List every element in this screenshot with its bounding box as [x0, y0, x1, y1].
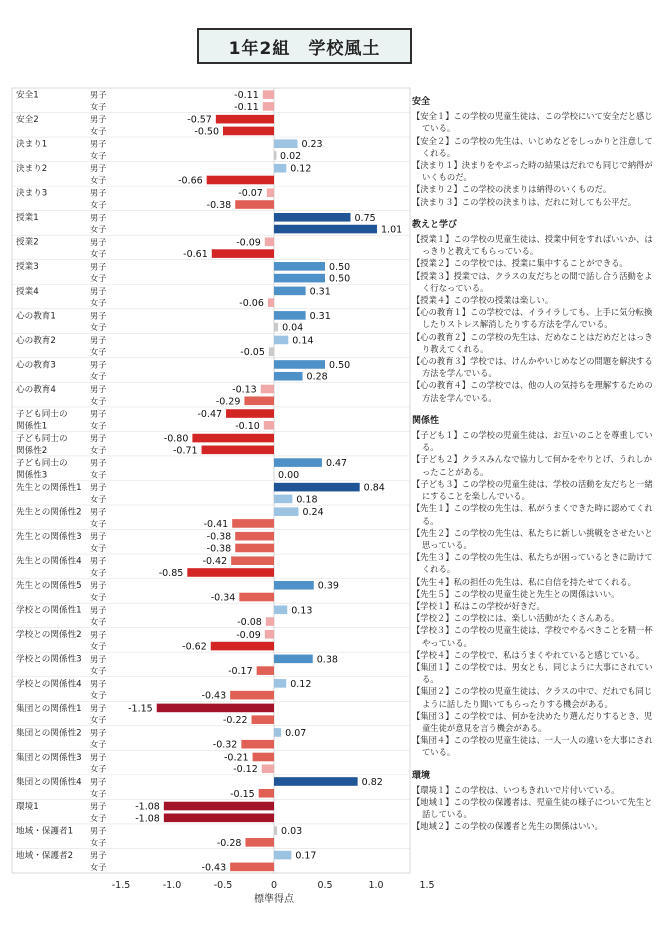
note-item: 【心の教育１】この学校では、イライラしても、上手に気分転換したりストレス解消したりする方法を学んでいる。 [412, 307, 653, 330]
data-label: 0.75 [354, 212, 376, 224]
data-label: -0.05 [240, 347, 265, 359]
sub-label-boys: 男子 [90, 433, 107, 444]
bar [274, 274, 325, 283]
sub-label-girls: 女子 [90, 125, 107, 136]
bar [212, 249, 274, 258]
bar [274, 336, 288, 345]
data-label: 0.18 [296, 494, 318, 506]
note-item: 【子ども２】クラスみんなで協力して何かをやりとげ、うれしかったことがある。 [412, 454, 653, 477]
category-label: 地域・保護者1 [16, 826, 74, 837]
category-label: 授業4 [16, 286, 39, 297]
sub-label-girls: 女子 [90, 224, 107, 235]
data-label: 0.47 [325, 458, 348, 470]
bar [274, 360, 325, 369]
sub-label-girls: 女子 [90, 150, 107, 161]
sub-label-girls: 女子 [90, 837, 107, 848]
sub-label-boys: 男子 [90, 482, 107, 493]
x-axis-title: 標準得点 [254, 894, 294, 905]
data-label: -0.62 [182, 641, 207, 653]
note-item: 【地域１】この学校の保護者は、児童生徒の様子について先生と話している。 [412, 796, 653, 820]
data-label: 0.12 [290, 678, 312, 690]
data-label: 0.50 [329, 273, 351, 285]
sub-label-boys: 男子 [90, 506, 107, 517]
category-label: 先生との関係性4 [16, 556, 82, 567]
sub-label-boys: 男子 [90, 285, 107, 296]
sub-label-boys: 男子 [90, 678, 107, 689]
data-label: 0.02 [280, 150, 302, 162]
data-label: -0.11 [234, 90, 259, 102]
note-item: 【決まり２】この学校の決まりは納得のいくものだ。 [412, 184, 612, 195]
data-label: -0.42 [202, 556, 228, 568]
category-label: 環境1 [16, 801, 39, 812]
data-label: -1.15 [128, 703, 153, 715]
sub-label-girls: 女子 [90, 665, 107, 676]
category-label: 授業3 [16, 262, 39, 273]
bar [245, 838, 274, 847]
bar [274, 581, 314, 590]
data-label: -0.21 [223, 752, 249, 764]
data-label: -0.15 [230, 788, 255, 800]
sub-label-girls: 女子 [90, 567, 107, 578]
data-label: -0.11 [234, 101, 259, 113]
bar [274, 851, 291, 860]
note-item: 【集団２】この学校の児童生徒は、クラスの中で、だれでも同じように話したり聞いてもらったりする機会がある。 [412, 686, 653, 709]
sub-label-boys: 男子 [90, 89, 107, 100]
sub-label-boys: 男子 [90, 776, 107, 787]
bar [274, 225, 377, 234]
data-label: 0.31 [309, 286, 331, 298]
data-label: 0.38 [316, 654, 338, 666]
sub-label-girls: 女子 [90, 444, 107, 455]
sub-label-girls: 女子 [90, 322, 107, 333]
sub-label-girls: 女子 [90, 199, 107, 210]
sub-label-boys: 男子 [90, 850, 107, 861]
note-item: 【授業３】授業では、クラスの友だちとの間で話し合う活動をよく行なっている。 [412, 270, 653, 293]
data-label: -0.38 [206, 531, 232, 543]
bar [266, 617, 274, 626]
note-item: 【学校１】私はこの学校が好きだ。 [412, 600, 545, 611]
note-item: 【先生１】この学校の先生は、私がうまくできた時に認めてくれる。 [412, 503, 653, 526]
data-label: -0.50 [194, 126, 219, 138]
bar [264, 421, 274, 430]
data-label: 0.04 [282, 322, 304, 334]
note-item: 【集団１】この学校では、男女とも、同じように大事にされている。 [412, 661, 653, 685]
bar [235, 200, 274, 209]
data-label: -0.80 [163, 433, 189, 445]
category-label: 学校との関係性4 [16, 679, 82, 690]
sub-label-girls: 女子 [90, 788, 107, 799]
sub-label-girls: 女子 [90, 346, 107, 357]
bar [187, 568, 274, 577]
note-section-heading: 安全 [412, 97, 431, 107]
category-label: 決まり3 [16, 188, 48, 199]
data-label: -0.06 [239, 298, 264, 310]
sub-label-girls: 女子 [90, 763, 107, 774]
note-item: 【学校４】この学校で、私はうまくやれていると感じている。 [412, 649, 645, 660]
data-label: 1.01 [381, 224, 403, 236]
data-label: -0.43 [201, 690, 227, 702]
category-label: 心の教育2 [16, 335, 56, 346]
category-label: 集団との関係性3 [16, 752, 82, 763]
category-label: 心の教育4 [16, 384, 56, 395]
note-item: 【心の教育２】この学校の先生は、だめなことはだめだとはっきり教えてくれる。 [412, 331, 653, 354]
note-item: 【安全１】この学校の児童生徒は、この学校にいて安全だと感じている。 [412, 111, 653, 134]
bar [274, 679, 286, 688]
category-label: 決まり1 [16, 139, 48, 150]
sub-label-girls: 女子 [90, 518, 107, 529]
x-tick-label: 1.5 [419, 880, 435, 891]
sub-label-girls: 女子 [90, 616, 107, 627]
note-item: 【学校２】この学校には、楽しい活動がたくさんある。 [412, 613, 620, 624]
data-label: 0.23 [301, 139, 323, 151]
x-tick-label: -0.5 [213, 880, 233, 891]
data-label: -0.29 [215, 396, 241, 408]
sub-label-boys: 男子 [90, 359, 107, 370]
note-item: 【先生２】この学校の先生は、私たちに新しい挑戦をさせたいと思っている。 [412, 527, 653, 550]
data-label: -0.17 [228, 666, 253, 678]
sub-label-boys: 男子 [90, 629, 107, 640]
sub-label-girls: 女子 [90, 592, 107, 603]
data-label: -0.32 [212, 739, 238, 751]
note-section [412, 96, 654, 208]
sub-label-boys: 男子 [90, 457, 107, 468]
data-label: 0.17 [295, 850, 317, 862]
bar [252, 715, 274, 724]
note-item: 【授業４】この学校の授業は楽しい。 [412, 295, 554, 306]
bar [274, 655, 313, 664]
note-item: 【集団３】この学校では、何かを決めたり選んだりするとき、児童生徒が意見を言う機会がある。 [412, 710, 653, 733]
data-label: -0.38 [206, 543, 232, 555]
bar [253, 753, 274, 762]
bar [226, 409, 274, 418]
sub-label-boys: 男子 [90, 801, 107, 812]
bar [274, 372, 303, 381]
category-label: 先生との関係性1 [16, 483, 82, 493]
bar [263, 90, 274, 99]
category-label: 学校との関係性1 [16, 605, 82, 616]
bar [265, 238, 274, 247]
bar [274, 458, 322, 467]
sub-label-boys: 男子 [90, 261, 107, 272]
data-label: -0.08 [237, 617, 262, 629]
bar [267, 188, 274, 197]
category-label: 心の教育1 [16, 311, 56, 322]
bar [262, 764, 274, 773]
bar [235, 544, 274, 553]
category-label: 心の教育3 [16, 360, 56, 371]
sub-label-boys: 男子 [90, 408, 107, 419]
category-label: 先生との関係性5 [16, 581, 82, 592]
sub-label-boys: 男子 [90, 604, 107, 615]
data-label: -0.43 [201, 862, 227, 874]
data-label: -0.47 [197, 409, 223, 421]
note-item: 【授業２】この学校では、授業に集中することができる。 [412, 258, 628, 269]
data-label: 0.50 [329, 261, 351, 273]
data-label: -0.71 [172, 445, 198, 457]
bar [231, 556, 274, 565]
sub-label-boys: 男子 [90, 187, 107, 198]
bar [263, 102, 274, 111]
bar [261, 385, 274, 394]
category-label: 集団との関係性4 [16, 777, 82, 788]
sub-label-boys: 男子 [90, 751, 107, 762]
bar [230, 863, 274, 872]
bar [235, 532, 274, 541]
sub-label-boys: 男子 [90, 653, 107, 664]
bar [274, 728, 281, 737]
data-label: 0.24 [302, 507, 324, 519]
note-item: 【子ども３】この学校の児童生徒は、学校の活動を友だちと一緒にすることを楽しんでいる。 [412, 478, 653, 502]
page-title: 1年2組 学校風土 [197, 28, 412, 64]
note-section [412, 219, 654, 404]
sub-label-boys: 男子 [90, 236, 107, 247]
note-item: 【先生４】私の担任の先生は、私に自信を持たせてくれる。 [412, 576, 637, 587]
note-item: 【学校３】この学校の児童生徒は、学校でやるべきことを精一杯やっている。 [412, 625, 653, 648]
sub-label-girls: 女子 [90, 493, 107, 504]
data-label: 0.14 [292, 335, 314, 347]
category-label: 先生との関係性2 [16, 507, 82, 518]
x-tick-label: 0 [270, 880, 278, 891]
sub-label-girls: 女子 [90, 297, 107, 308]
category-label: 集団との関係性2 [16, 728, 82, 739]
bar [274, 262, 325, 271]
sub-label-girls: 女子 [90, 101, 107, 112]
data-label: -0.85 [158, 567, 184, 579]
sub-label-girls: 女子 [90, 174, 107, 185]
data-label: 0.03 [281, 826, 303, 838]
note-item: 【安全２】この学校の先生は、いじめなどをしっかりと注意してくれる。 [412, 135, 653, 158]
data-label: -0.61 [183, 249, 208, 261]
data-label: -0.38 [206, 200, 232, 212]
sub-label-boys: 男子 [90, 334, 107, 345]
data-label: 0.00 [278, 469, 300, 481]
bar [274, 287, 306, 296]
bar [274, 483, 360, 492]
note-item: 【子ども１】この学校の児童生徒は、お互いのことを尊重している。 [412, 430, 653, 453]
category-label: 授業1 [16, 213, 39, 224]
x-tick-label: 0.5 [317, 880, 333, 891]
bar [244, 396, 274, 405]
data-label: 0.50 [329, 359, 351, 371]
bar [274, 777, 358, 786]
bar [230, 691, 274, 700]
data-label: -0.22 [222, 715, 248, 727]
data-label: 0.28 [306, 371, 328, 383]
sub-label-boys: 男子 [90, 555, 107, 566]
category-label: 決まり2 [16, 164, 48, 175]
sub-label-girls: 女子 [90, 420, 107, 431]
bar [241, 740, 274, 749]
bar [164, 814, 274, 823]
sub-label-girls: 女子 [90, 542, 107, 553]
sub-label-girls: 女子 [90, 395, 107, 406]
sub-label-boys: 男子 [90, 212, 107, 223]
note-item: 【心の教育４】この学校では、他の人の気持ちを理解するための方法を学んでいる。 [412, 380, 653, 403]
sub-label-girls: 女子 [90, 861, 107, 872]
note-item: 【決まり３】この学校の決まりは、だれに対しても公平だ。 [412, 196, 637, 207]
sub-label-girls: 女子 [90, 714, 107, 725]
bar [223, 127, 274, 136]
sub-label-girls: 女子 [90, 273, 107, 284]
sub-label-boys: 男子 [90, 531, 107, 542]
bar [211, 642, 274, 651]
bar [274, 323, 278, 332]
data-label: -0.12 [233, 764, 258, 776]
note-section-heading: 環境 [412, 770, 431, 781]
sub-label-girls: 女子 [90, 812, 107, 823]
note-section [412, 770, 654, 833]
note-item: 【環境１】この学校は、いつもきれいで片付いている。 [412, 784, 620, 795]
bar [192, 434, 274, 443]
note-item: 【先生５】この学校の児童生徒と先生との関係はいい。 [412, 588, 620, 599]
x-tick-label: -1.5 [111, 880, 131, 891]
bar [216, 115, 274, 124]
note-section-heading: 教えと学び [412, 219, 458, 230]
sub-label-boys: 男子 [90, 702, 107, 713]
category-label: 安全2 [16, 115, 39, 126]
data-label: -0.09 [236, 629, 261, 641]
bar [274, 495, 292, 504]
bar [274, 826, 277, 835]
data-label: -0.34 [210, 592, 236, 604]
note-item: 【授業１】この学校の児童生徒は、授業中何をすればいいか、はっきりと教えてもらっている。 [412, 234, 653, 257]
data-label: 0.12 [290, 163, 312, 175]
data-label: 0.84 [363, 482, 385, 494]
sub-label-boys: 男子 [90, 163, 107, 174]
category-label: 集団との関係性1 [16, 703, 82, 714]
note-section-heading: 関係性 [412, 415, 440, 426]
sub-label-boys: 男子 [90, 580, 107, 591]
x-tick-label: -1.0 [162, 880, 182, 891]
bar [274, 213, 351, 222]
bar [274, 151, 277, 160]
bar [268, 298, 274, 307]
bar [259, 789, 274, 798]
sub-label-girls: 女子 [90, 248, 107, 259]
data-label: -0.07 [238, 188, 263, 200]
x-tick-label: 1.0 [368, 880, 384, 891]
data-label: -0.28 [216, 837, 242, 849]
bar [274, 139, 297, 148]
bar [274, 605, 287, 614]
note-item: 【決まり１】決まりをやぶった時の結果はだれでも同じで納得がいくものだ。 [412, 160, 653, 183]
category-label: 授業2 [16, 237, 39, 248]
sub-label-boys: 男子 [90, 825, 107, 836]
category-label: 先生との関係性3 [16, 532, 82, 543]
sub-label-girls: 女子 [90, 641, 107, 652]
item-descriptions [412, 96, 654, 844]
bar [265, 630, 274, 639]
data-label: 0.39 [317, 580, 339, 592]
bar [239, 593, 274, 602]
bar [232, 519, 274, 528]
sub-label-girls: 女子 [90, 469, 107, 480]
data-label: 0.82 [361, 776, 383, 788]
bar [257, 666, 274, 675]
bar [164, 802, 274, 811]
bar [157, 704, 274, 713]
bar [207, 176, 274, 185]
data-label: -0.57 [187, 114, 212, 126]
note-item: 【集団４】この学校の児童生徒は、一人一人の違いを大事にされている。 [412, 735, 653, 758]
category-label: 地域・保護者2 [16, 850, 74, 861]
data-label: -0.09 [236, 237, 261, 249]
data-label: -0.66 [178, 175, 203, 187]
sub-label-boys: 男子 [90, 114, 107, 125]
bar [274, 164, 286, 173]
note-item: 【先生３】この学校の先生は、私たちが困っているときに助けてくれる。 [412, 552, 653, 575]
sub-label-girls: 女子 [90, 739, 107, 750]
data-label: 0.31 [309, 310, 331, 322]
category-label: 子ども同士の関係性3 [16, 458, 68, 481]
note-section [412, 415, 654, 759]
category-label: 子ども同士の関係性2 [16, 433, 68, 456]
note-item: 【心の教育３】学校では、けんかやいじめなどの問題を解決する方法を学んでいる。 [412, 356, 653, 379]
category-label: 学校との関係性2 [16, 630, 82, 641]
data-label: 0.13 [291, 605, 313, 617]
data-label: 0.07 [285, 727, 307, 739]
data-label: -1.08 [135, 813, 160, 825]
category-label: 学校との関係性3 [16, 654, 82, 665]
data-label: -0.10 [235, 420, 260, 432]
category-label: 安全1 [16, 90, 39, 101]
sub-label-boys: 男子 [90, 138, 107, 149]
sub-label-boys: 男子 [90, 383, 107, 394]
bar [274, 311, 306, 320]
bar [202, 446, 274, 455]
sub-label-boys: 男子 [90, 310, 107, 321]
data-label: -0.41 [203, 518, 229, 530]
note-item: 【地域２】この学校の保護者と先生の関係はいい。 [412, 821, 603, 832]
category-label: 子ども同士の関係性1 [16, 409, 68, 432]
bar [274, 507, 298, 516]
data-label: -0.13 [232, 384, 257, 396]
bar [269, 347, 274, 356]
sub-label-girls: 女子 [90, 371, 107, 382]
sub-label-boys: 男子 [90, 727, 107, 738]
data-label: -1.08 [135, 801, 160, 813]
sub-label-girls: 女子 [90, 690, 107, 701]
